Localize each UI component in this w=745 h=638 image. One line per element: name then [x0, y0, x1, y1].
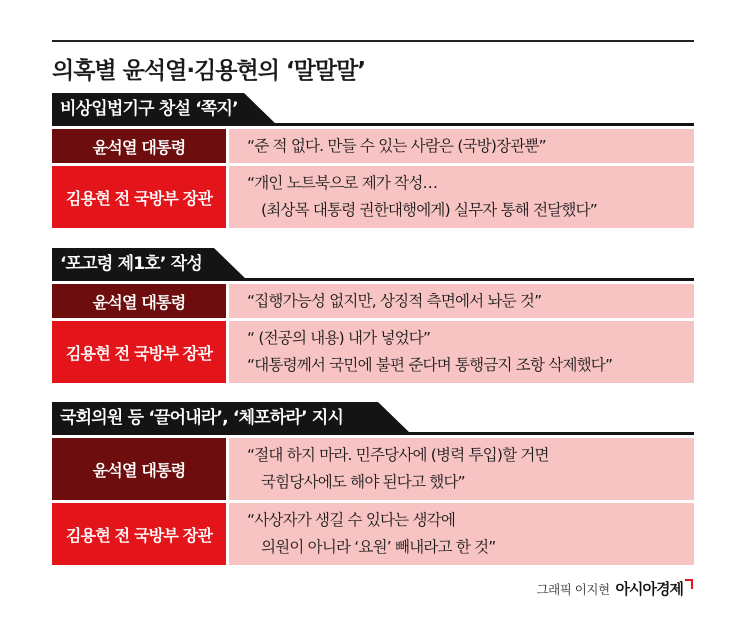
quote-line: “ (전공의 내용) 내가 넣었다” [247, 329, 431, 347]
quote-row-yoon [52, 129, 694, 163]
quote-row-yoon [52, 438, 694, 500]
graphic-credit: 그래픽 이지현 [536, 582, 610, 597]
quote-line: 의원이 아니라 ‘요원’ 빼내라고 한 것” [261, 538, 496, 556]
quote-box [229, 129, 694, 163]
quote-line: “사상자가 생길 수 있다는 생각에 [247, 511, 455, 529]
publisher-logo: 아시아경제 [615, 580, 683, 598]
section-heading [52, 402, 694, 435]
quote-box [229, 284, 694, 318]
quote-box [229, 438, 694, 500]
section-heading-text: 비상입법기구 창설 ‘쪽지’ [60, 99, 238, 119]
speaker-label: 김용현 전 국방부 장관 [52, 503, 226, 565]
quote-box [229, 321, 694, 383]
logo-mark-icon [685, 579, 693, 589]
quote-box [229, 503, 694, 565]
quote-line: “개인 노트북으로 제가 작성… [247, 174, 438, 192]
section-heading-text: 국회의원 등 ‘끌어내라’, ‘체포하라’ 지시 [60, 408, 344, 428]
speaker-label: 윤석열 대통령 [52, 284, 226, 318]
page-title: 의혹별 윤석열·김용현의 ‘말말말’ [52, 58, 366, 84]
section-note [52, 93, 694, 228]
quote-line: “집행가능성 없지만, 상징적 측면에서 놔둔 것” [247, 291, 542, 310]
section-decree [52, 248, 694, 383]
speaker-label: 윤석열 대통령 [52, 129, 226, 163]
speaker-label: 김용현 전 국방부 장관 [52, 321, 226, 383]
section-arrest [52, 402, 694, 565]
quote-line: 국힘당사에도 해야 된다고 했다” [261, 473, 465, 491]
top-rule [52, 40, 694, 42]
section-heading-text: ‘포고령 제1호’ 작성 [60, 254, 202, 274]
section-heading [52, 93, 694, 126]
credit [537, 578, 693, 599]
section-heading [52, 248, 694, 281]
quote-line: (최상목 대통령 권한대행에게) 실무자 통해 전달했다” [261, 201, 597, 219]
quote-line: “준 적 없다. 만들 수 있는 사람은 (국방)장관뿐” [247, 136, 546, 155]
speaker-label: 김용현 전 국방부 장관 [52, 166, 226, 228]
quote-line: “절대 하지 마라. 민주당사에 (병력 투입)할 거면 [247, 446, 549, 464]
quote-row-kim [52, 321, 694, 383]
quote-line: “대통령께서 국민에 불편 준다며 통행금지 조항 삭제했다” [247, 356, 613, 374]
quote-row-kim [52, 503, 694, 565]
quote-row-kim [52, 166, 694, 228]
quote-row-yoon [52, 284, 694, 318]
quote-box [229, 166, 694, 228]
speaker-label: 윤석열 대통령 [52, 438, 226, 500]
